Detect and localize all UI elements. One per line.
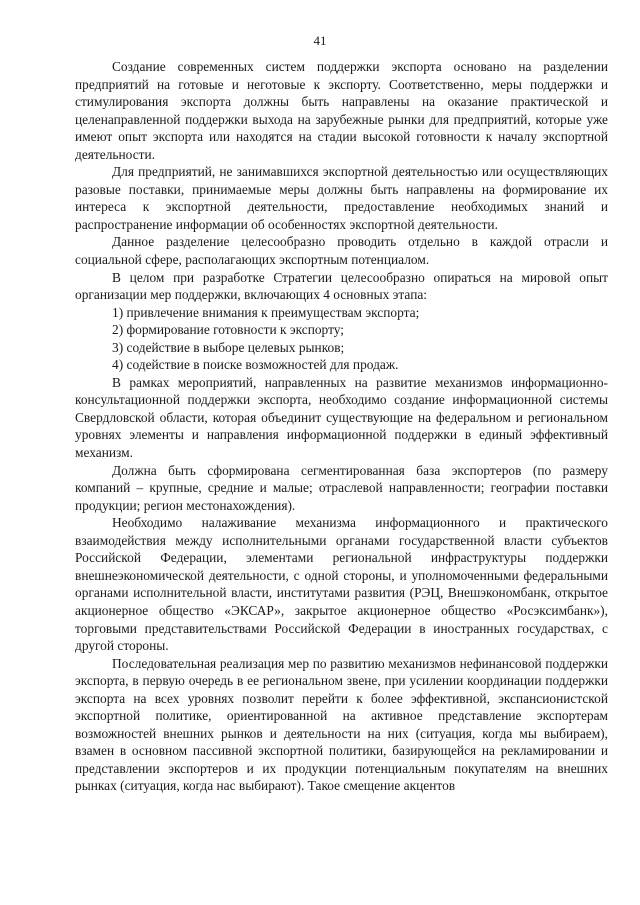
list-item: 2) формирование готовности к экспорту; [112,322,344,338]
paragraph-world-experience: В целом при разработке Стратегии целесообразно опираться на мировой опыт организации мер поддержки, включающих 4 основных этапа: [75,269,608,303]
page-number: 41 [313,33,327,48]
paragraph-interaction-mechanism: Необходимо налаживание механизма информационного и практического взаимодействия между исполнительными органами государственной власти субъектов Российской Федерации, элементами региональной инфраструктуры поддержки внешнеэкономической деятельности, с одной стороны, и уполномоченными федеральными органами исполнительной власти, институтами развития (РЭЦ, Внешэкономбанк, открытое акционерное общество «ЭКСАР», закрытое акционерное общество «Росэксимбанк»), торговыми представительствами Российской Федерации в иностранных государствах, с другой стороны. [75,515,608,654]
list-item: 3) содействие в выборе целевых рынков; [112,339,345,355]
stages-list [75,304,608,374]
list-item: 1) привлечение внимания к преимуществам экспорта; [112,304,420,320]
paragraph-consistent-implementation: Последовательная реализация мер по развитию механизмов нефинансовой поддержки экспорта, в первую очередь в ее региональном звене, при усилении координации поддержки экспорта на всех уровнях позволит перейти к более эффективной, экспансионистской экспортной политике, ориентированной на активное представление экспортерам возможностей внешних рынков и деятельности на них (ситуация, когда мы выбираем), взамен в основном пассивной экспортной политики, базирующейся на рекламировании и представлении экспортеров и их продукции потенциальным покупателям на внешних рынках (ситуация, когда нас выбирают). Такое смещение акцентов [75,655,608,794]
paragraph-sector-separation: Данное разделение целесообразно проводить отдельно в каждой отрасли и социальной сфере, располагающих экспортным потенциалом. [75,234,608,268]
list-item: 4) содействие в поиске возможностей для продаж. [112,357,399,373]
paragraph-exporters-database: Должна быть сформирована сегментированная база экспортеров (по размеру компаний – крупные, средние и малые; отраслевой направленности; географии поставки продукции; регион местонахождения). [75,462,608,513]
paragraph-export-readiness: Создание современных систем поддержки экспорта основано на разделении предприятий на готовые и неготовые к экспорту. Соответственно, меры поддержки и стимулирования экспорта должны быть направлены на оказание практической и целенаправленной поддержки выхода на зарубежные рынки для предприятий, которые уже имеют опыт экспорта или находятся на стадии высокой готовности к началу экспортной деятельности. [75,59,608,162]
document-body [75,58,608,795]
paragraph-information-system: В рамках мероприятий, направленных на развитие механизмов информационно-консультационной поддержки экспорта, необходимо создание информационной системы Свердловской области, которая объединит существующие на федеральном и региональном уровнях элементы и направления информационной поддержки в единый эффективный механизм. [75,374,608,461]
paragraph-non-exporters: Для предприятий, не занимавшихся экспортной деятельностью или осуществляющих разовые поставки, принимаемые меры должны быть направлены на формирование их интереса к экспортной деятельности, предоставление необходимых знаний и распространение информации об особенностях экспортной деятельности. [75,164,608,232]
